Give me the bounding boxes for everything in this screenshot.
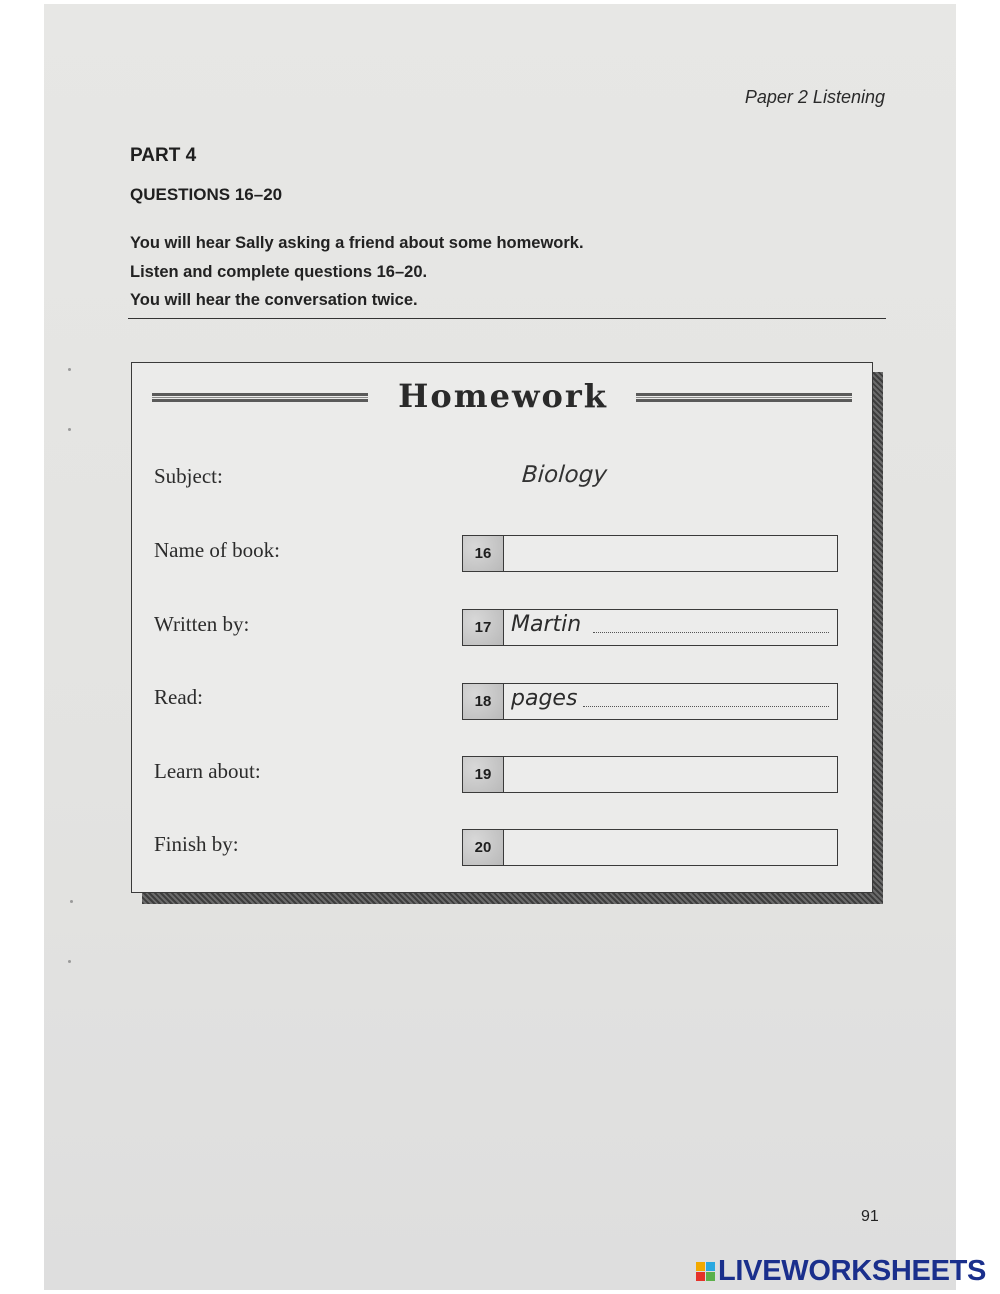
subject-label: Subject:: [154, 464, 223, 488]
answer-text: Martin: [511, 612, 582, 637]
row-label-finish-by: Finish by:: [154, 832, 239, 856]
instruction-line: You will hear the conversation twice.: [130, 291, 418, 309]
dotted-line: [593, 632, 829, 633]
title-rule-left: [152, 393, 368, 402]
divider: [128, 318, 886, 319]
dotted-line: [583, 706, 829, 707]
questions-range: QUESTIONS 16–20: [130, 185, 283, 204]
row-label-read: Read:: [154, 685, 203, 709]
row-label-name-of-book: Name of book:: [154, 538, 280, 562]
row-label-written-by: Written by:: [154, 612, 250, 636]
punch-mark: [68, 960, 71, 963]
instruction-line: Listen and complete questions 16–20.: [130, 262, 428, 281]
row-label-learn-about: Learn about:: [154, 759, 261, 783]
question-number: 19: [463, 757, 504, 792]
question-number: 20: [463, 830, 504, 865]
answer-field-18[interactable]: [462, 683, 838, 720]
subject-value: Biology: [521, 462, 608, 488]
punch-mark: [68, 428, 71, 431]
punch-mark: [68, 368, 71, 371]
answer-text: pages: [511, 686, 578, 711]
answer-field-20[interactable]: [462, 829, 838, 866]
question-number: 17: [463, 610, 504, 645]
question-number: 18: [463, 684, 504, 719]
answer-field-19[interactable]: [462, 756, 838, 793]
answer-field-16[interactable]: [462, 535, 838, 572]
liveworksheets-brand[interactable]: [696, 1255, 986, 1288]
punch-mark: [70, 900, 73, 903]
part-title: PART 4: [130, 145, 197, 166]
page-number: 91: [861, 1208, 879, 1225]
instruction-line: You will hear Sally asking a friend about some homework.: [130, 234, 584, 252]
homework-card: [131, 362, 873, 893]
card-title: Homework: [398, 377, 608, 415]
paper-section-header: Paper 2 Listening: [744, 87, 885, 107]
question-number: 16: [463, 536, 504, 571]
title-rule-right: [636, 393, 852, 402]
liveworksheets-logo-icon: [696, 1262, 715, 1281]
brand-name: LIVEWORKSHEETS: [718, 1255, 987, 1287]
instructions: [130, 229, 584, 315]
answer-field-17[interactable]: [462, 609, 838, 646]
